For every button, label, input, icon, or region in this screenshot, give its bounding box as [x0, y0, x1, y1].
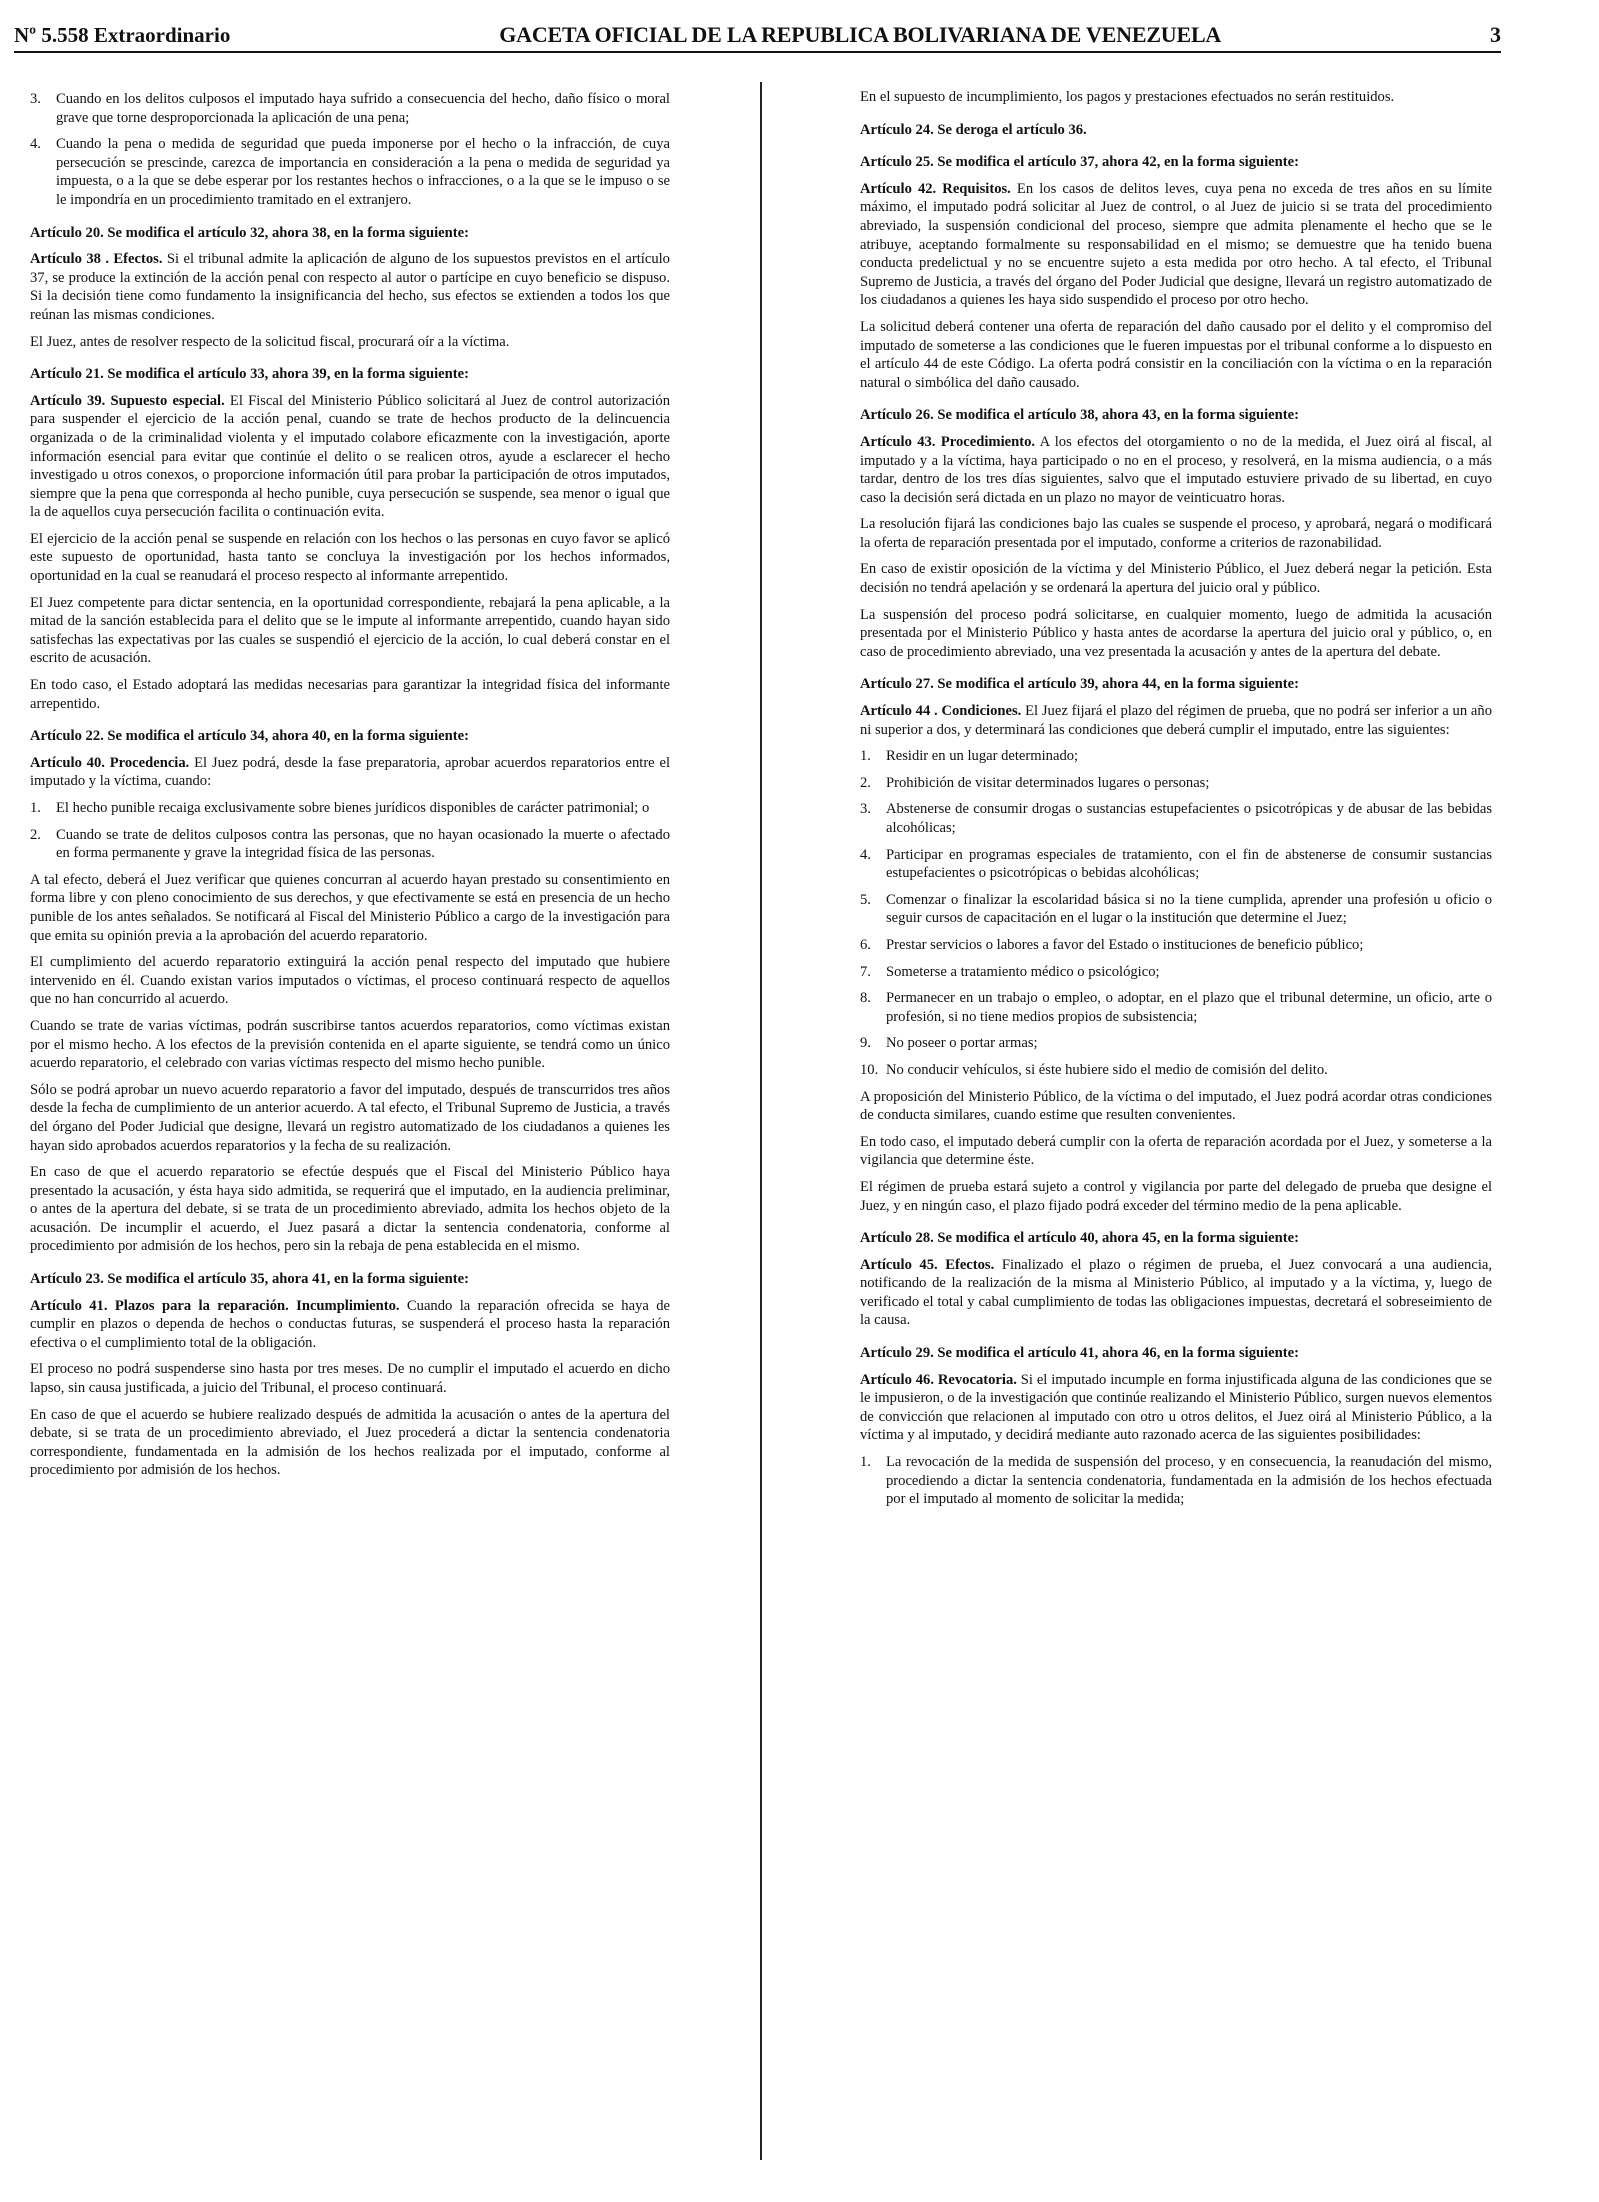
article-heading: Artículo 24. Se deroga el artículo 36. — [860, 121, 1087, 138]
paragraph: En caso de que el acuerdo se hubiere realizado después de admitida la acusación o antes de la apertura del debate, si se trata de un procedimiento abreviado, el Juez procederá a dictar la sentencia condenatoria correspondiente, fundamentada en la admisión de los hechos realizada por el imputado, conforme al procedimiento por admisión de los hechos. — [30, 1406, 670, 1479]
article-title: Artículo 40. Procedencia. — [30, 754, 190, 771]
article-title: Artículo 38 . Efectos. — [30, 251, 163, 268]
paragraph: Artículo 46. Revocatoria. Si el imputado incumple en forma injustificada alguna de las condiciones que se le impusieron, o de la investigación que continúe realizando el Ministerio Público, surgen nuevos elementos de convicción que relacionen al imputado con otro u otros delitos, el Juez oirá al Ministerio Público, a la víctima y al imputado, y decidirá mediante auto razonado acerca de las siguientes posibilidades: — [860, 1371, 1492, 1444]
paragraph: El cumplimiento del acuerdo reparatorio extinguirá la acción penal respecto del imputado que hubiere intervenido en él. Cuando existan varios imputados o víctimas, el proceso continuará respecto de aquellos que no han concurrido al acuerdo. — [30, 954, 670, 1008]
list-item: 3. Cuando en los delitos culposos el imputado haya sufrido a consecuencia del hecho, daño físico o moral grave que torne desproporcionada la aplicación de una pena; — [30, 91, 670, 126]
list-item: 1. La revocación de la medida de suspensión del proceso, y en consecuencia, la reanudación del mismo, procediendo a dictar la sentencia condenatoria, fundamentada en la admisión de los hechos efectuada por el imputado al momento de solicitar la medida; — [860, 1454, 1492, 1508]
paragraph: En el supuesto de incumplimiento, los pagos y prestaciones efectuados no serán restituidos. — [860, 89, 1395, 105]
paragraph: Artículo 41. Plazos para la reparación. Incumplimiento. Cuando la reparación ofrecida se haya de cumplir en plazos o dependa de hechos o conductas futuras, se suspenderá el proceso hasta la reparación efectiva o el cumplimiento total de la obligación. — [30, 1297, 670, 1351]
article-heading: Artículo 23. Se modifica el artículo 35, ahora 41, en la forma siguiente: — [30, 1271, 469, 1288]
paragraph: El régimen de prueba estará sujeto a control y vigilancia por parte del delegado de prueba que designe el Juez, y en ningún caso, el plazo fijado podrá exceder del término medio de la pena aplicable. — [860, 1178, 1492, 1214]
list-item: 1. Residir en un lugar determinado; — [860, 748, 1079, 765]
paragraph: A tal efecto, deberá el Juez verificar que quienes concurran al acuerdo hayan prestado su consentimiento en forma libre y con pleno conocimiento de sus derechos, y que efectivamente se está en presencia de un hecho punible de los antes señalados. Se notificará al Fiscal del Ministerio Público a cargo de la investigación para que emita su opinión previa a la aprobación del acuerdo reparatorio. — [30, 871, 670, 944]
paragraph: El Juez competente para dictar sentencia, en la oportunidad correspondiente, rebajará la pena aplicable, a la mitad de la sanción establecida para el delito que se le impute al informante arrepentido, cuando hayan sido satisfechas las expectativas por las cuales se suspendió el ejercicio de la acción, lo cual deberá constar en el escrito de acusación. — [30, 594, 670, 667]
article-title: Artículo 45. Efectos. — [860, 1256, 995, 1273]
paragraph: En todo caso, el imputado deberá cumplir con la oferta de reparación acordada por el Juez, y someterse a la vigilancia que determine éste. — [860, 1133, 1492, 1169]
paragraph: La suspensión del proceso podrá solicitarse, en cualquier momento, luego de admitida la acusación presentada por el Ministerio Público y hasta antes de acordarse la apertura del juicio oral y público, o, en caso de procedimiento abreviado, una vez presentada la acusación y antes de la apertura del debate. — [860, 606, 1492, 660]
list-item: 9. No poseer o portar armas; — [860, 1035, 1038, 1052]
paragraph: En caso de que el acuerdo reparatorio se efectúe después que el Fiscal del Ministerio Público haya presentado la acusación, y ésta haya sido admitida, se requerirá que el imputado, en la audiencia preliminar, o antes de la apertura del debate, si se trata de un procedimiento abreviado, admita los hechos objeto de la acusación. De incumplir el acuerdo, el Juez pasará a dictar la sentencia condenatoria, conforme al procedimiento por admisión de los hechos, pero sin la rebaja de pena establecida en el mismo. — [30, 1164, 670, 1255]
paragraph: Artículo 43. Procedimiento. A los efectos del otorgamiento o no de la medida, el Juez oirá al fiscal, al imputado y a la víctima, haya participado o no en el proceso, y resolverá, en la misma audiencia, o a más tardar, dentro de los tres días siguientes, salvo que el imputado estuviere privado de su libertad, en cuyo caso la decisión será dictada en un plazo no mayor de veinticuatro horas. — [860, 433, 1493, 506]
list-item: 6. Prestar servicios o labores a favor del Estado o instituciones de beneficio público; — [860, 936, 1364, 953]
paragraph: Artículo 44 . Condiciones. El Juez fijará el plazo del régimen de prueba, que no podrá ser inferior a un año ni superior a dos, y determinará las condiciones que deberá cumplir el imputado, entre las siguientes: — [860, 703, 1493, 738]
list-item: 2. Prohibición de visitar determinados lugares o personas; — [860, 774, 1210, 791]
left-column — [30, 90, 670, 1488]
article-heading: Artículo 21. Se modifica el artículo 33, ahora 39, en la forma siguiente: — [30, 366, 469, 383]
right-column — [860, 88, 1492, 1517]
list-item: 4. Cuando la pena o medida de seguridad que pueda imponerse por el hecho o la infracción, de cuya persecución se prescinde, carezca de importancia en consideración a la pena o medida de seguridad ya impuesta, o a la que se debe esperar por los restantes hechos o infracciones, o a la que se le impuso o se le impondría en un procedimiento tramitado en el extranjero. — [30, 136, 670, 208]
list-item: 10. No conducir vehículos, si éste hubiere sido el medio de comisión del delito. — [860, 1061, 1328, 1078]
list-item: 7. Someterse a tratamiento médico o psicológico; — [860, 963, 1160, 980]
paragraph: Cuando se trate de varias víctimas, podrán suscribirse tantos acuerdos reparatorios, como víctimas existan por el mismo hecho. A los efectos de la previsión contenida en el aparte siguiente, se tendrá como un único acuerdo reparatorio, el celebrado con varias víctimas respecto del mismo hecho punible. — [30, 1017, 670, 1072]
list-item: 2. Cuando se trate de delitos culposos contra las personas, que no hayan ocasionado la muerte o afectado en forma permanente y grave la integridad física de las personas. — [30, 826, 670, 862]
article-title: Artículo 41. Plazos para la reparación. Incumplimiento. — [30, 1297, 400, 1314]
article-heading: Artículo 26. Se modifica el artículo 38, ahora 43, en la forma siguiente: — [860, 407, 1299, 424]
list-item: 5. Comenzar o finalizar la escolaridad básica si no la tiene cumplida, aprender una profesión u oficio o seguir cursos de capacitación en el lugar o la institución que determine el Juez; — [860, 891, 1492, 927]
article-title: Artículo 46. Revocatoria. — [860, 1371, 1017, 1388]
list-item: 8. Permanecer en un trabajo o empleo, o adoptar, en el plazo que el tribunal determine, un oficio, arte o profesión, si no tiene medios propios de subsistencia; — [860, 990, 1492, 1025]
gazette-title: GACETA OFICIAL DE LA REPUBLICA BOLIVARIANA DE VENEZUELA — [499, 22, 1222, 47]
paragraph: Artículo 39. Supuesto especial. El Fiscal del Ministerio Público solicitará al Juez de control autorización para suspender el ejercicio de la acción penal, cuando se trate de hechos producto de la delincuencia organizada o de la criminalidad violenta y el imputado colabore eficazmente con la investigación, aporte información esencial para evitar que continúe el delito o se realicen otros, ayude a esclarecer el hecho investigado u otros conexos, o proporcione información útil para probar la participación de otros imputados, siempre que la pena que corresponda al hecho punible, cuya persecución se suspende, sea menor o igual que la de aquellos cuya persecución facilita o continuación evita. — [30, 392, 670, 521]
article-heading: Artículo 25. Se modifica el artículo 37, ahora 42, en la forma siguiente: — [860, 154, 1299, 171]
article-heading: Artículo 27. Se modifica el artículo 39, ahora 44, en la forma siguiente: — [860, 676, 1299, 693]
paragraph: En caso de existir oposición de la víctima y del Ministerio Público, el Juez deberá negar la petición. Esta decisión no tendrá apelación y se ordenará la apertura del juicio oral y público. — [860, 561, 1492, 597]
issue-number: Nº 5.558 Extraordinario — [14, 23, 231, 47]
page-header — [14, 14, 1501, 53]
paragraph: A proposición del Ministerio Público, de la víctima o del imputado, el Juez podrá acordar otras condiciones de conducta similares, cuando estime que resulten convenientes. — [860, 1088, 1492, 1124]
article-heading: Artículo 20. Se modifica el artículo 32, ahora 38, en la forma siguiente: — [30, 224, 469, 241]
paragraph: El proceso no podrá suspenderse sino hasta por tres meses. De no cumplir el imputado el acuerdo en dicho lapso, sin causa justificada, a juicio del Tribunal, el proceso continuará. — [30, 1361, 670, 1397]
paragraph: Sólo se podrá aprobar un nuevo acuerdo reparatorio a favor del imputado, después de transcurridos tres años desde la fecha de cumplimiento de un anterior acuerdo. A tal efecto, el Tribunal Supremo de Justicia, a través del órgano del Poder Judicial que designe, llevará un registro automatizado de los ciudadanos a quienes les hayan sido aprobados acuerdos reparatorios y la fecha de su realización. — [30, 1081, 670, 1154]
article-title: Artículo 39. Supuesto especial. — [30, 392, 225, 409]
paragraph: Artículo 40. Procedencia. El Juez podrá, desde la fase preparatoria, aprobar acuerdos reparatorios entre el imputado y la víctima, cuando: — [30, 754, 671, 790]
article-title: Artículo 42. Requisitos. — [860, 180, 1011, 197]
paragraph: Artículo 45. Efectos. Finalizado el plazo o régimen de prueba, el Juez convocará a una audiencia, notificando de la realización de la misma al Ministerio Público, al imputado y a la víctima, y, luego de verificado el total y cabal cumplimiento de todas las obligaciones impuestas, decretará el sobreseimiento de la causa. — [860, 1256, 1492, 1329]
list-item: 3. Abstenerse de consumir drogas o sustancias estupefacientes o psicotrópicas y de abusar de las bebidas alcohólicas; — [860, 801, 1492, 836]
paragraph: El Juez, antes de resolver respecto de la solicitud fiscal, procurará oír a la víctima. — [30, 333, 510, 350]
paragraph: El ejercicio de la acción penal se suspende en relación con los hechos o las personas en cuyo favor se aplicó este supuesto de oportunidad, hasta tanto se concluya la investigación por los hechos informados, oportunidad en la cual se reanudará el proceso respecto al informante arrepentido. — [30, 530, 670, 585]
article-title: Artículo 43. Procedimiento. — [860, 433, 1036, 450]
list-item: 4. Participar en programas especiales de tratamiento, con el fin de abstenerse de consumir sustancias estupefacientes o psicotrópicas o bebidas alcohólicas; — [860, 846, 1492, 882]
column-divider — [760, 82, 762, 2160]
article-heading: Artículo 22. Se modifica el artículo 34, ahora 40, en la forma siguiente: — [30, 728, 469, 745]
paragraph: La solicitud deberá contener una oferta de reparación del daño causado por el delito y el compromiso del imputado de someterse a las condiciones que le fueren impuestas por el tribunal conforme a lo dispuesto en el artículo 44 de este Código. La oferta podrá consistir en la conciliación con la víctima o en la reparación natural o simbólica del daño causado. — [860, 318, 1492, 391]
paragraph: Artículo 38 . Efectos. Si el tribunal admite la aplicación de alguno de los supuestos previstos en el artículo 37, se produce la extinción de la acción penal con respecto al autor o partícipe en cuyo beneficio se dispuso. Si la decisión tiene como fundamento la insignificancia del hecho, sus efectos se extienden a todos los que reúnan las mismas condiciones. — [30, 251, 670, 323]
article-title: Artículo 44 . Condiciones. — [860, 703, 1022, 720]
page-number: 3 — [1490, 22, 1501, 47]
list-item: 1. El hecho punible recaiga exclusivamente sobre bienes jurídicos disponibles de carácter patrimonial; o — [30, 800, 650, 816]
article-heading: Artículo 29. Se modifica el artículo 41, ahora 46, en la forma siguiente: — [860, 1345, 1299, 1362]
article-heading: Artículo 28. Se modifica el artículo 40, ahora 45, en la forma siguiente: — [860, 1230, 1299, 1247]
paragraph: En todo caso, el Estado adoptará las medidas necesarias para garantizar la integridad física del informante arrepentido. — [30, 677, 670, 712]
paragraph: Artículo 42. Requisitos. En los casos de delitos leves, cuya pena no exceda de tres años en su límite máximo, el imputado podrá solicitar al Juez de control, o al Juez de juicio si se trata del procedimiento abreviado, la suspensión condicional del proceso, siempre que admita plenamente el hecho que se le atribuye, aceptando formalmente su responsabilidad en el mismo; se demuestre que ha tenido buena conducta predelictual y no se encuentre sujeto a esta medida por otro hecho. A tal efecto, el Tribunal Supremo de Justicia, a través del órgano del Poder Judicial que designe, llevará un registro automatizado de los ciudadanos a quienes les haya sido suspendido el proceso por otro hecho. — [860, 180, 1493, 309]
paragraph: La resolución fijará las condiciones bajo las cuales se suspende el proceso, y aprobará, negará o modificará la oferta de reparación presentada por el imputado, conforme a criterios de razonabilidad. — [860, 516, 1492, 551]
